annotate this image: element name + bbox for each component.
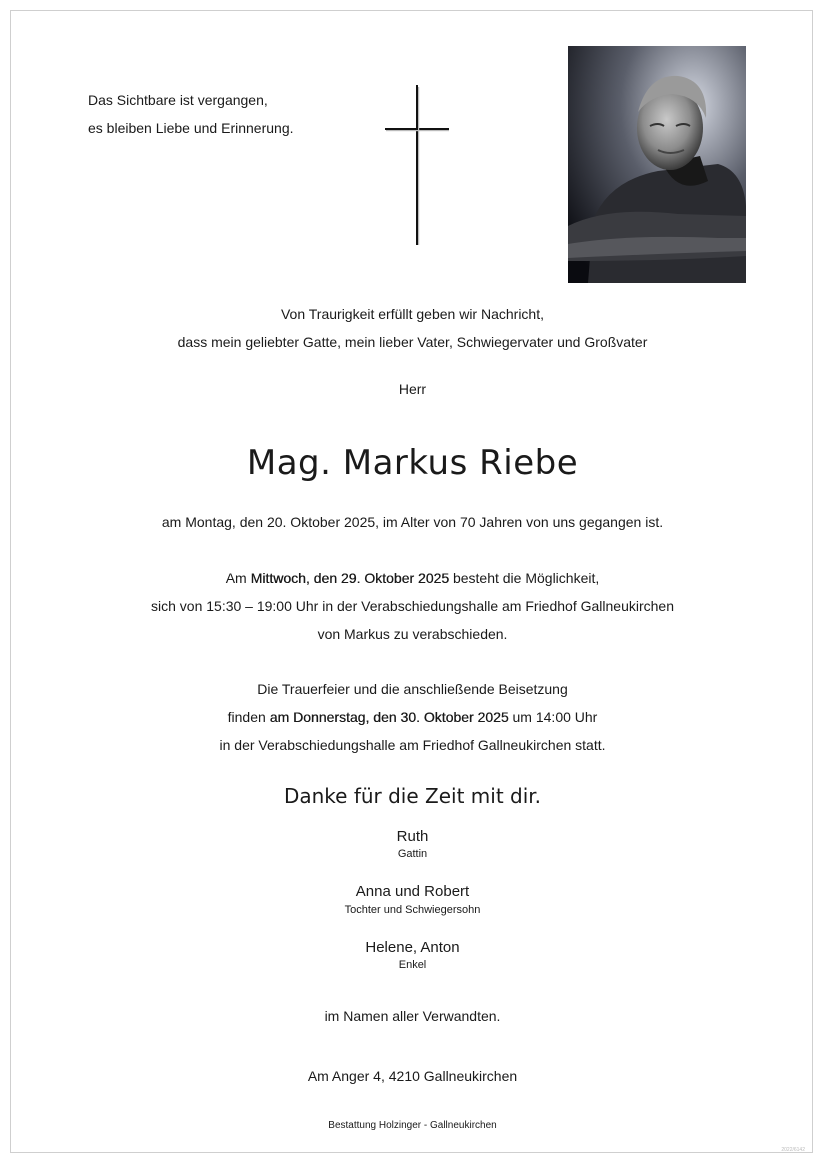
relative-name: Ruth: [396, 828, 429, 845]
death-line: am Montag, den 20. Oktober 2025, im Alter von 70 Jahren von uns gegangen ist.: [161, 514, 664, 530]
funeral-date: am Donnerstag, den 30. Oktober 2025: [269, 709, 509, 725]
viewing-pre: Am: [225, 570, 251, 586]
viewing-line-3: von Markus zu verabschieden.: [317, 626, 508, 642]
relative-role: Gattin: [397, 848, 428, 860]
viewing-date: Mittwoch, den 29. Oktober 2025: [250, 570, 450, 586]
portrait-photo: [568, 46, 746, 283]
relative-name: Anna und Robert: [355, 883, 470, 900]
relative-role: Enkel: [398, 959, 427, 971]
viewing-post: besteht die Möglichkeit,: [449, 570, 600, 586]
funeral-pre: finden: [227, 709, 270, 725]
viewing-line-2: sich von 15:30 – 19:00 Uhr in der Verabschiedungshalle am Friedhof Gallneukirchen: [151, 598, 674, 614]
undertaker: Bestattung Holzinger - Gallneukirchen: [328, 1120, 497, 1131]
poem-line-1: Das Sichtbare ist vergangen,: [88, 92, 268, 108]
deceased-name: Mag. Markus Riebe: [246, 443, 579, 483]
closing-line: im Namen aller Verwandten.: [324, 1008, 501, 1024]
funeral-post: um 14:00 Uhr: [508, 709, 598, 725]
announcement-line-2: dass mein geliebter Gatte, mein lieber Vater, Schwiegervater und Großvater: [177, 334, 648, 350]
thanks-line: Danke für die Zeit mit dir.: [283, 784, 542, 808]
salutation: Herr: [398, 381, 427, 397]
funeral-line-1: Die Trauerfeier und die anschließende Beisetzung: [257, 681, 568, 697]
address: Am Anger 4, 4210 Gallneukirchen: [307, 1068, 518, 1084]
relative-role: Tochter und Schwiegersohn: [344, 904, 481, 916]
announcement-line-1: Von Traurigkeit erfüllt geben wir Nachricht,: [280, 306, 544, 322]
poem-line-2: es bleiben Liebe und Erinnerung.: [88, 120, 294, 136]
relative-name: Helene, Anton: [365, 939, 460, 956]
corner-mark: 2022/6142: [781, 1147, 805, 1153]
viewing-line-1: [0, 570, 825, 586]
cross-icon: [385, 85, 449, 245]
funeral-line-2: [0, 709, 825, 725]
funeral-line-3: in der Verabschiedungshalle am Friedhof Gallneukirchen statt.: [219, 737, 606, 753]
poem: [88, 86, 294, 142]
